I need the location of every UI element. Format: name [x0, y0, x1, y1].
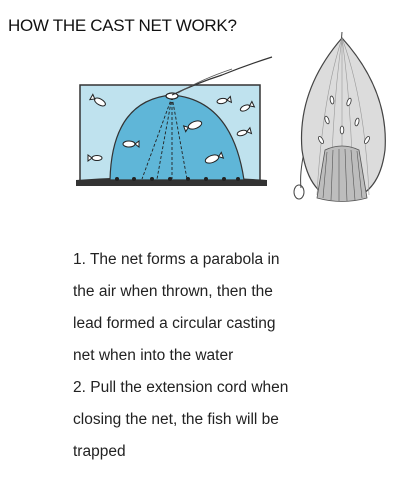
net-ring: [166, 93, 178, 99]
instruction-steps: [73, 244, 373, 468]
step-line: net when into the water: [73, 347, 234, 364]
step-line: lead formed a circular casting: [73, 315, 276, 332]
fish-icon: [340, 126, 344, 134]
closed-net-illustration: [287, 30, 397, 205]
step-line: closing the net, the fish will be: [73, 411, 279, 428]
step-line: 2. Pull the extension cord when: [73, 379, 289, 396]
step-line: the air when thrown, then the: [73, 283, 273, 300]
step-line: trapped: [73, 443, 126, 460]
hand-loop: [294, 185, 304, 199]
step-line: 1. The net forms a parabola in: [73, 251, 280, 268]
page-title: HOW THE CAST NET WORK?: [8, 16, 237, 35]
cast-net-in-water-illustration: [72, 55, 277, 190]
